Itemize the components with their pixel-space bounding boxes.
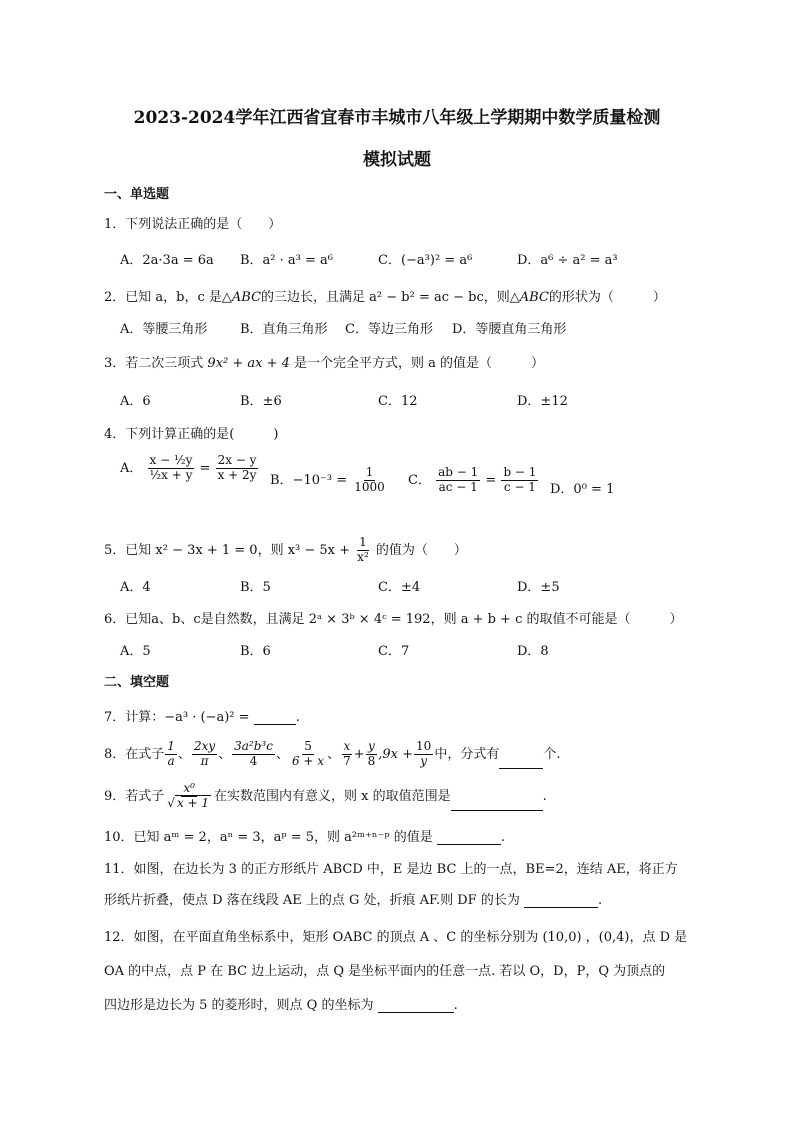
q1-option-b: B．a² · a³ = a⁶ bbox=[240, 253, 333, 268]
q1-option-a: A．2a·3a = 6a bbox=[120, 253, 214, 268]
question-1: 1．下列说法正确的是（ ） bbox=[104, 217, 282, 232]
q8-sep-2: 、 bbox=[218, 746, 232, 762]
question-9 bbox=[104, 782, 547, 811]
question-12-line-1: 12．如图，在平面直角坐标系中，矩形 OABC 的顶点 A 、C 的坐标分别为 (10,0) ，(0,4)，点 D 是 bbox=[104, 930, 688, 945]
q8-label: 8．在式子 bbox=[104, 746, 165, 762]
q10-answer-blank[interactable] bbox=[437, 832, 501, 845]
q3-option-c: C．12 bbox=[378, 394, 418, 409]
q3-option-b: B．±6 bbox=[240, 394, 282, 409]
q8-f4-den: 6 + x bbox=[291, 753, 325, 768]
q4-c-right-fraction bbox=[501, 466, 538, 495]
q8-fraction-7 bbox=[414, 740, 433, 769]
question-7 bbox=[104, 706, 300, 725]
q8-plus: + bbox=[353, 746, 365, 762]
exam-title: 2023-2024学年江西省宜春市丰城市八年级上学期期中数学质量检测 bbox=[133, 108, 661, 128]
q8-f6-num: y bbox=[368, 739, 375, 753]
q4-b-fraction bbox=[352, 466, 387, 495]
question-3 bbox=[104, 352, 544, 371]
q1-option-c: C．(−a³)² = a⁶ bbox=[378, 253, 473, 268]
q9-tail-a: 在实数范围内有意义，则 x 的取值范围是 bbox=[214, 788, 451, 804]
q2-stem-c: 的形状为（ ） bbox=[548, 290, 666, 305]
q4-c-right-numerator: b − 1 bbox=[503, 465, 537, 479]
q8-sep-4: 、 bbox=[327, 746, 341, 762]
q8-mid-expression: ,9x + bbox=[378, 746, 414, 762]
q4-a-equals: = bbox=[199, 460, 211, 476]
q4-c-left-denominator: ac − 1 bbox=[438, 479, 478, 494]
q8-f7-num: 10 bbox=[416, 739, 432, 753]
q9-numerator: x⁰ bbox=[183, 781, 195, 795]
q7-stem-b: . bbox=[295, 710, 300, 725]
q4-c-label: C． bbox=[408, 472, 431, 488]
q10-stem-a: 10．已知 aᵐ = 2，aⁿ = 3，aᵖ = 5，则 a²ᵐ⁺ⁿ⁻ᵖ 的值是 bbox=[104, 830, 433, 845]
q8-sep-1: 、 bbox=[177, 746, 191, 762]
question-11-line-2 bbox=[104, 889, 602, 908]
q5-option-d: D．±5 bbox=[517, 580, 560, 595]
q8-f4-num: 5 bbox=[304, 739, 312, 753]
q2-option-a: A．等腰三角形 bbox=[120, 322, 208, 337]
q10-stem-b: . bbox=[500, 830, 506, 845]
q5-option-a: A．4 bbox=[120, 580, 151, 595]
question-8 bbox=[104, 740, 560, 769]
q11-answer-blank[interactable] bbox=[524, 895, 598, 908]
q4-b-label: B．−10⁻³ = bbox=[270, 472, 348, 488]
q6-option-c: C．7 bbox=[378, 644, 410, 659]
q9-answer-blank[interactable] bbox=[451, 798, 543, 811]
q4-a-left-denominator: ½x + y bbox=[149, 467, 193, 482]
q2-option-c: C．等边三角形 bbox=[345, 322, 433, 337]
q12-line-3-text: 四边形是边长为 5 的菱形时，则点 Q 的坐标为 bbox=[104, 998, 374, 1013]
q8-f7-den: y bbox=[420, 753, 428, 768]
q2-stem-b: 的三边长，且满足 a² − b² = ac − bc，则 bbox=[261, 290, 510, 305]
question-5 bbox=[104, 536, 467, 565]
q3-option-a: A．6 bbox=[120, 394, 151, 409]
q4-a-right-numerator: 2x − y bbox=[217, 453, 257, 467]
q4-c-left-numerator: ab − 1 bbox=[438, 465, 479, 479]
question-4: 4．下列计算正确的是( ) bbox=[104, 427, 279, 442]
q8-f5-den: 7 bbox=[343, 753, 351, 768]
section-fill-in: 二、填空题 bbox=[104, 675, 170, 690]
q5-stem-a: 5．已知 x² − 3x + 1 = 0，则 x³ − 5x + bbox=[104, 542, 351, 558]
q5-stem-b: 的值为（ ） bbox=[375, 542, 467, 558]
q8-f1-den: a bbox=[167, 753, 175, 768]
q8-fraction-1 bbox=[165, 740, 177, 769]
q8-tail-b: 个. bbox=[543, 746, 561, 762]
q8-f6-den: 8 bbox=[367, 753, 376, 768]
q4-option-a bbox=[120, 454, 259, 483]
q8-fraction-6 bbox=[366, 740, 378, 769]
q8-fraction-2 bbox=[192, 740, 217, 769]
q2-option-d: D．等腰直角三角形 bbox=[452, 322, 567, 337]
q2-stem-a: 2．已知 a，b，c 是 bbox=[104, 290, 222, 305]
q4-b-numerator: 1 bbox=[365, 465, 374, 479]
q9-radicand: x + 1 bbox=[176, 795, 210, 810]
q8-fraction-4 bbox=[290, 740, 326, 769]
question-11-line-1: 11．如图，在边长为 3 的正方形纸片 ABCD 中，E 是边 BC 上的一点，BE=2，连结 AE，将正方 bbox=[104, 862, 678, 877]
q4-c-equals: = bbox=[485, 472, 497, 488]
q8-f2-num: 2xy bbox=[193, 739, 216, 753]
q4-c-left-fraction bbox=[436, 466, 480, 495]
q4-a-right-fraction bbox=[216, 454, 259, 483]
q2-triangle-2: △ABC bbox=[509, 290, 549, 305]
q4-a-left-numerator: x − ½y bbox=[149, 453, 193, 467]
q7-stem-a: 7．计算：−a³ · (−a)² = bbox=[104, 710, 250, 725]
q9-denominator: √ x + 1 bbox=[167, 795, 210, 810]
question-12-line-2: OA 的中点，点 P 在 BC 边上运动，点 Q 是坐标平面内的任意一点. 若以 O，D，P，Q 为顶点的 bbox=[104, 964, 666, 979]
q3-expression: 9x² + ax + 4 bbox=[207, 356, 290, 371]
q4-c-right-denominator: c − 1 bbox=[503, 479, 536, 494]
q6-option-a: A．5 bbox=[120, 644, 151, 659]
q2-option-b: B．直角三角形 bbox=[240, 322, 328, 337]
question-12-line-3 bbox=[104, 994, 458, 1013]
q5-fraction bbox=[355, 536, 371, 565]
q5-option-b: B．5 bbox=[240, 580, 271, 595]
q3-stem-b: 是一个完全平方式，则 a 的值是（ ） bbox=[294, 356, 545, 371]
q9-tail-b: . bbox=[542, 788, 547, 804]
q8-tail-a: 中，分式有 bbox=[434, 746, 500, 762]
q9-label: 9．若式子 bbox=[104, 788, 165, 804]
q8-f5-num: x bbox=[343, 739, 351, 753]
q8-f3-num: 3a²b³c bbox=[234, 739, 273, 753]
q8-f1-num: 1 bbox=[167, 739, 175, 753]
q8-fraction-5 bbox=[341, 740, 353, 769]
question-10 bbox=[104, 826, 505, 845]
exam-subtitle: 模拟试题 bbox=[363, 150, 431, 170]
q8-f2-den: π bbox=[200, 753, 209, 768]
q12-tail: . bbox=[453, 998, 458, 1013]
q6-option-d: D．8 bbox=[517, 644, 549, 659]
q8-sep-3: 、 bbox=[275, 746, 289, 762]
q8-answer-blank[interactable] bbox=[499, 756, 543, 769]
q3-stem-a: 3．若二次三项式 bbox=[104, 356, 204, 371]
q4-a-right-denominator: x + 2y bbox=[217, 467, 257, 482]
q12-answer-blank[interactable] bbox=[378, 1000, 454, 1013]
q6-option-b: B．6 bbox=[240, 644, 271, 659]
q7-answer-blank[interactable] bbox=[254, 712, 296, 725]
q8-f3-den: 4 bbox=[249, 753, 258, 768]
q5-option-c: C．±4 bbox=[378, 580, 421, 595]
q5-denominator: x² bbox=[357, 549, 369, 564]
q4-b-denominator: 1000 bbox=[354, 479, 385, 494]
q8-fraction-3 bbox=[232, 740, 275, 769]
q9-fraction bbox=[165, 782, 213, 811]
q4-a-label: A． bbox=[120, 460, 143, 476]
q4-option-d: D．0⁰ = 1 bbox=[550, 482, 615, 497]
q11-tail: . bbox=[597, 893, 603, 908]
question-6: 6．已知a、b、c是自然数，且满足 2ᵃ × 3ᵇ × 4ᶜ = 192，则 a + b + c 的取值不可能是（ ） bbox=[104, 612, 683, 627]
q5-numerator: 1 bbox=[359, 535, 367, 549]
section-single-choice: 一、单选题 bbox=[104, 187, 170, 202]
q3-option-d: D．±12 bbox=[517, 394, 568, 409]
q4-a-left-fraction bbox=[148, 454, 195, 483]
q4-option-b bbox=[270, 466, 388, 495]
q4-option-c bbox=[408, 466, 539, 495]
question-2 bbox=[104, 286, 666, 305]
q1-option-d: D．a⁶ ÷ a² = a³ bbox=[517, 253, 618, 268]
q11-line-2-text: 形纸片折叠，使点 D 落在线段 AE 上的点 G 处，折痕 AF.则 DF 的长为 bbox=[104, 893, 520, 908]
q2-triangle-1: △ABC bbox=[221, 290, 262, 305]
